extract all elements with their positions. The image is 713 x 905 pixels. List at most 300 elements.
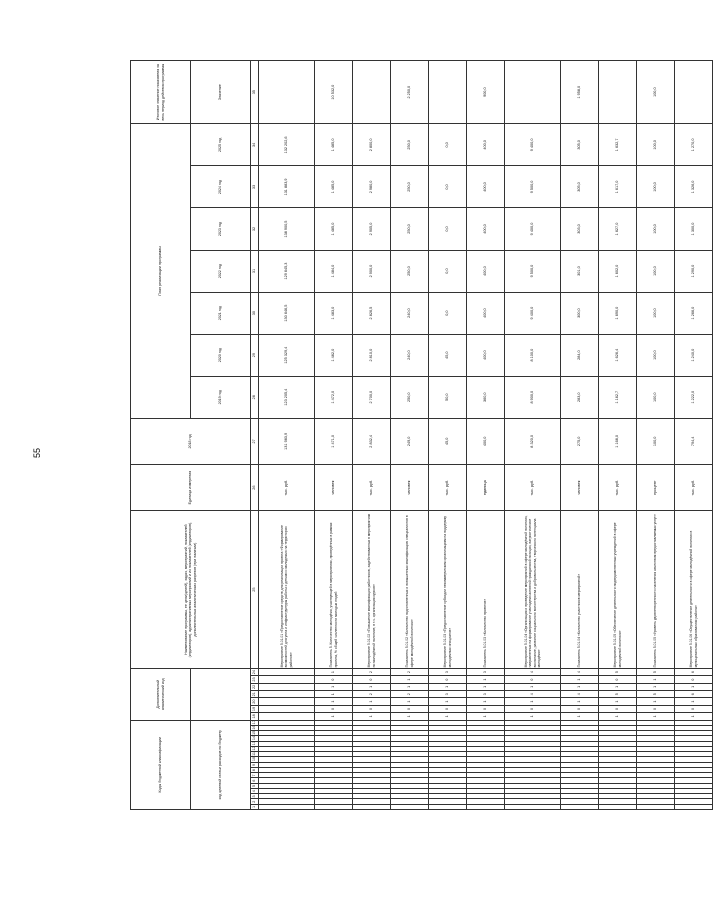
code-cell: 4: [505, 691, 561, 698]
code-cell: [675, 768, 713, 773]
row-plan-value: 100,0: [637, 376, 675, 418]
code-cell: 0: [315, 676, 353, 683]
code-cell: [353, 747, 391, 752]
code-cell: [561, 731, 599, 736]
column-number: 19: [251, 705, 259, 712]
code-cell: [675, 762, 713, 767]
code-cell: [637, 783, 675, 788]
code-cell: [429, 783, 467, 788]
row-plan-value: 2 800,0: [353, 124, 391, 166]
code-cell: [467, 736, 505, 741]
code-cell: [391, 747, 429, 752]
code-cell: 1: [429, 713, 467, 720]
column-number: 16: [251, 726, 259, 731]
code-cell: [505, 720, 561, 725]
row-plan-value: 0,0: [429, 208, 467, 250]
code-cell: 1: [505, 683, 561, 690]
column-number: 11: [251, 752, 259, 757]
header-plan-2022: 2022 год: [191, 250, 251, 292]
code-cell: 0: [429, 676, 467, 683]
code-cell: [259, 799, 315, 804]
code-cell: 1: [467, 713, 505, 720]
code-cell: 1: [675, 713, 713, 720]
code-cell: [429, 794, 467, 799]
code-cell: [353, 794, 391, 799]
code-cell: [315, 736, 353, 741]
code-cell: 2: [353, 668, 391, 675]
code-cell: [675, 804, 713, 809]
row-plan-value: 100,0: [637, 334, 675, 376]
code-cell: 0: [429, 705, 467, 712]
code-cell: [315, 726, 353, 731]
code-cell: [391, 757, 429, 762]
page-number: 55: [32, 447, 43, 459]
code-cell: [259, 778, 315, 783]
code-cell: [315, 783, 353, 788]
table-row: [561, 61, 599, 810]
code-cell: [505, 726, 561, 731]
header-budget-codes: Коды бюджетной классификации: [131, 720, 191, 809]
code-cell: [353, 720, 391, 725]
column-numbers-row: [251, 61, 259, 810]
row-plan-value: 100,0: [637, 250, 675, 292]
code-cell: [259, 794, 315, 799]
code-cell: 0: [675, 705, 713, 712]
code-cell: [429, 804, 467, 809]
table-body: [259, 61, 713, 810]
row-plan-value: 301,0: [561, 250, 599, 292]
row-name: Мероприятие 5.01.03 «Предоставление субсидии некоммерческим организациям на поддержку молодежных инициатив»: [429, 511, 467, 669]
code-cell: [391, 799, 429, 804]
code-cell: [637, 762, 675, 767]
row-plan-value: 100,0: [637, 124, 675, 166]
row-plan-value: 305,0: [561, 166, 599, 208]
code-cell: [467, 778, 505, 783]
column-number: 6: [251, 778, 259, 783]
code-cell: 2: [391, 668, 429, 675]
code-cell: [467, 741, 505, 746]
code-cell: [561, 741, 599, 746]
column-number: 29: [251, 334, 259, 376]
row-plan-value: 400,0: [467, 292, 505, 334]
code-cell: [259, 741, 315, 746]
code-cell: [505, 804, 561, 809]
row-plan-value: 1 485,0: [315, 124, 353, 166]
code-cell: 1: [599, 698, 637, 705]
code-cell: [391, 726, 429, 731]
code-cell: [353, 741, 391, 746]
row-plan-value: 2 900,0: [353, 250, 391, 292]
row-plan-value: 1 290,0: [675, 250, 713, 292]
code-cell: [391, 804, 429, 809]
row-plan-value: 8 900,0: [505, 376, 561, 418]
code-cell: [391, 768, 429, 773]
code-cell: [675, 799, 713, 804]
code-cell: [675, 747, 713, 752]
column-number: 10: [251, 757, 259, 762]
code-cell: [467, 773, 505, 778]
column-number: 1: [251, 804, 259, 809]
code-cell: [259, 720, 315, 725]
code-cell: [561, 720, 599, 725]
table-row: [505, 61, 561, 810]
code-cell: [637, 768, 675, 773]
table-row: [675, 61, 713, 810]
column-number: 22: [251, 683, 259, 690]
row-final-value: [259, 61, 315, 124]
code-cell: [391, 773, 429, 778]
code-cell: 1: [561, 683, 599, 690]
code-cell: [637, 726, 675, 731]
row-unit: единица: [467, 464, 505, 510]
code-cell: 0: [391, 705, 429, 712]
code-cell: 1: [467, 683, 505, 690]
code-cell: [505, 747, 561, 752]
header-final-value: Значение: [191, 61, 251, 124]
code-cell: [391, 789, 429, 794]
row-plan-value: 1 266,0: [675, 292, 713, 334]
code-cell: [353, 789, 391, 794]
code-cell: [561, 768, 599, 773]
column-number: 31: [251, 250, 259, 292]
code-cell: [391, 731, 429, 736]
column-number: 17: [251, 720, 259, 725]
code-cell: [505, 757, 561, 762]
code-cell: 1: [315, 683, 353, 690]
row-plan-value: 1 240,0: [675, 334, 713, 376]
code-cell: [259, 752, 315, 757]
column-number: 34: [251, 124, 259, 166]
code-cell: 0: [505, 676, 561, 683]
code-cell: [561, 778, 599, 783]
code-cell: [505, 794, 561, 799]
code-cell: 1: [391, 683, 429, 690]
column-number: 35: [251, 61, 259, 124]
code-cell: [505, 799, 561, 804]
code-cell: [599, 747, 637, 752]
column-number: 2: [251, 799, 259, 804]
code-cell: [561, 752, 599, 757]
code-cell: [505, 762, 561, 767]
code-cell: [315, 789, 353, 794]
header-additional-sub: [191, 668, 251, 720]
code-cell: [353, 726, 391, 731]
row-name: Мероприятие 5.01.05 «Обеспечение деятельности подведомственных учреждений в сфере молодежной политики»: [599, 511, 637, 669]
row-unit: тыс. руб.: [429, 464, 467, 510]
code-cell: [505, 778, 561, 783]
code-cell: 1: [505, 698, 561, 705]
header-plan: План реализации программы: [131, 124, 191, 418]
code-cell: [599, 736, 637, 741]
code-cell: 0: [599, 705, 637, 712]
row-plan-value: 9 400,0: [505, 124, 561, 166]
header-plan-2024: 2024 год: [191, 166, 251, 208]
code-cell: [599, 768, 637, 773]
row-plan-value: 250,0: [391, 124, 429, 166]
code-cell: [429, 731, 467, 736]
row-name: Показатель 5. Количество молодёжи, участвующей в мероприятиях, проведённых в рамках проекта, % общей численности молодых людей: [315, 511, 353, 669]
code-cell: [637, 789, 675, 794]
row-base-value: 249,0: [391, 418, 429, 464]
code-cell: 4: [505, 668, 561, 675]
row-name: Показатель 5.01.02 «Количество подготовленных и повышенных квалификацию специалистов в сфере молодёжной политики»: [391, 511, 429, 669]
code-cell: [315, 799, 353, 804]
code-cell: 2: [391, 691, 429, 698]
code-cell: [505, 752, 561, 757]
code-cell: 0: [315, 705, 353, 712]
row-name: Показатель 5.01.03 «Количество проектов»: [467, 511, 505, 669]
row-unit: тыс. руб.: [259, 464, 315, 510]
code-cell: [599, 778, 637, 783]
code-cell: [505, 731, 561, 736]
code-cell: 3: [429, 691, 467, 698]
code-cell: 5: [637, 668, 675, 675]
code-cell: 0: [675, 676, 713, 683]
code-cell: [429, 768, 467, 773]
code-cell: [353, 778, 391, 783]
code-cell: 4: [561, 691, 599, 698]
row-final-value: [675, 61, 713, 124]
code-cell: [505, 773, 561, 778]
row-name: Показатель 5.01.04 «Количество участников мероприятий»: [561, 511, 599, 669]
row-plan-value: 123 205,4: [259, 376, 315, 418]
row-plan-value: 130 646,5: [259, 292, 315, 334]
row-plan-value: 0,0: [429, 292, 467, 334]
code-cell: 1: [315, 691, 353, 698]
column-number: 13: [251, 741, 259, 746]
code-cell: [315, 752, 353, 757]
table-row: [637, 61, 675, 810]
code-cell: [315, 768, 353, 773]
header-plan-2019: 2019 год: [191, 376, 251, 418]
program-table: [130, 60, 713, 810]
row-plan-value: 125 329,4: [259, 334, 315, 376]
code-cell: [637, 736, 675, 741]
code-cell: [315, 741, 353, 746]
row-name: Мероприятие 5.01.04 «Организация и проведение мероприятий в сфере молодёжной политики, направленных на формирование у молодежи активной гражданской позиции, патриотическое воспитание, развитие социального волонтерства и добровольчества, творческого потенциала молодёжи»: [505, 511, 561, 669]
code-cell: [391, 736, 429, 741]
row-plan-value: 400,0: [467, 334, 505, 376]
code-cell: [599, 762, 637, 767]
row-unit: тыс. руб.: [505, 464, 561, 510]
row-plan-value: 0,0: [429, 250, 467, 292]
code-cell: [429, 752, 467, 757]
code-cell: 0: [561, 705, 599, 712]
column-number: 4: [251, 789, 259, 794]
code-cell: [599, 794, 637, 799]
header-final: Итоговое значение показателя за весь период действия программы: [131, 61, 191, 124]
row-plan-value: 400,0: [467, 124, 505, 166]
code-cell: [315, 757, 353, 762]
column-number: 8: [251, 768, 259, 773]
table-row: [353, 61, 391, 810]
column-number: 15: [251, 731, 259, 736]
code-cell: [561, 747, 599, 752]
code-cell: 1: [315, 698, 353, 705]
code-cell: 1: [467, 698, 505, 705]
column-number: 30: [251, 292, 259, 334]
code-cell: 0: [353, 676, 391, 683]
row-plan-value: 0,0: [429, 166, 467, 208]
code-cell: [391, 741, 429, 746]
code-cell: [675, 783, 713, 788]
code-cell: [259, 731, 315, 736]
row-plan-value: 138 900,5: [259, 208, 315, 250]
row-plan-value: 100,0: [637, 292, 675, 334]
code-cell: [599, 789, 637, 794]
column-number: 14: [251, 736, 259, 741]
row-base-value: 45,0: [429, 418, 467, 464]
code-cell: [315, 773, 353, 778]
code-cell: [467, 783, 505, 788]
header-additional-code: Дополнительный аналитический код: [131, 668, 191, 720]
code-cell: [561, 726, 599, 731]
code-cell: [675, 773, 713, 778]
column-number: 9: [251, 762, 259, 767]
row-plan-value: 400,0: [467, 166, 505, 208]
code-cell: [561, 789, 599, 794]
row-base-value: 275,0: [561, 418, 599, 464]
row-final-value: [505, 61, 561, 124]
row-unit: процент: [637, 464, 675, 510]
code-cell: 1: [561, 713, 599, 720]
code-cell: [599, 752, 637, 757]
code-cell: [429, 773, 467, 778]
code-cell: [505, 741, 561, 746]
code-cell: 0: [599, 676, 637, 683]
row-plan-value: 250,0: [391, 376, 429, 418]
row-unit: тыс. руб.: [353, 464, 391, 510]
row-base-value: 1 471,0: [315, 418, 353, 464]
code-cell: [391, 794, 429, 799]
code-cell: [429, 778, 467, 783]
code-cell: 1: [561, 676, 599, 683]
code-cell: [259, 757, 315, 762]
column-number: 27: [251, 418, 259, 464]
code-cell: [637, 731, 675, 736]
code-cell: [675, 726, 713, 731]
code-cell: 5: [599, 668, 637, 675]
code-cell: [391, 762, 429, 767]
row-final-value: 100,0: [637, 61, 675, 124]
code-cell: [315, 731, 353, 736]
code-cell: 1: [637, 683, 675, 690]
code-cell: [391, 778, 429, 783]
code-cell: [467, 731, 505, 736]
row-plan-value: 1 300,0: [675, 208, 713, 250]
header-plan-2025: 2025 год: [191, 124, 251, 166]
code-cell: [561, 804, 599, 809]
row-name: Показатель 5.01.05 «Уровень удовлетворенности населения качеством предоставляемых услуг»: [637, 511, 675, 669]
code-cell: [353, 762, 391, 767]
header-plan-2023: 2023 год: [191, 208, 251, 250]
code-cell: 3: [467, 668, 505, 675]
row-final-value: 1 958,0: [561, 61, 599, 124]
code-cell: [259, 789, 315, 794]
code-cell: [259, 705, 315, 712]
code-cell: [637, 799, 675, 804]
code-cell: 4: [561, 668, 599, 675]
code-cell: [429, 789, 467, 794]
code-cell: [675, 736, 713, 741]
row-final-value: [429, 61, 467, 124]
code-cell: [561, 757, 599, 762]
code-cell: 2: [353, 691, 391, 698]
row-plan-value: 305,0: [561, 124, 599, 166]
code-cell: [353, 768, 391, 773]
code-cell: [599, 741, 637, 746]
row-plan-value: 1 632,7: [599, 124, 637, 166]
code-cell: [561, 799, 599, 804]
code-cell: 0: [467, 705, 505, 712]
code-cell: [315, 747, 353, 752]
code-cell: [467, 757, 505, 762]
code-cell: [467, 752, 505, 757]
code-cell: [259, 736, 315, 741]
code-cell: [259, 726, 315, 731]
code-cell: 1: [429, 683, 467, 690]
row-plan-value: 250,0: [391, 250, 429, 292]
row-plan-value: 360,0: [467, 376, 505, 418]
code-cell: [259, 768, 315, 773]
column-number: 20: [251, 698, 259, 705]
table-row: [391, 61, 429, 810]
row-base-value: 794,4: [675, 418, 713, 464]
code-cell: [467, 789, 505, 794]
row-plan-value: 50,0: [429, 376, 467, 418]
row-plan-value: 1 482,0: [315, 334, 353, 376]
row-plan-value: 1 627,0: [599, 208, 637, 250]
row-plan-value: 1 472,0: [315, 376, 353, 418]
row-plan-value: 132 202,6: [259, 124, 315, 166]
code-cell: [429, 726, 467, 731]
code-cell: [259, 747, 315, 752]
code-cell: [675, 789, 713, 794]
column-number: 33: [251, 166, 259, 208]
row-plan-value: 2 810,0: [353, 334, 391, 376]
row-plan-value: 240,0: [391, 334, 429, 376]
code-cell: 0: [353, 705, 391, 712]
code-cell: [637, 747, 675, 752]
column-number: 25: [251, 511, 259, 669]
code-cell: [675, 741, 713, 746]
row-unit: человек: [561, 464, 599, 510]
row-plan-value: 9 500,0: [505, 166, 561, 208]
code-cell: [315, 804, 353, 809]
row-plan-value: 2 700,0: [353, 376, 391, 418]
code-cell: [429, 762, 467, 767]
row-plan-value: 45,0: [429, 334, 467, 376]
code-cell: [505, 736, 561, 741]
header-base-year: 2018 год: [131, 418, 251, 464]
row-plan-value: 100,0: [637, 166, 675, 208]
code-cell: [467, 804, 505, 809]
code-cell: [259, 783, 315, 788]
code-cell: [505, 783, 561, 788]
code-cell: [353, 736, 391, 741]
row-plan-value: 9 500,0: [505, 250, 561, 292]
code-cell: [259, 691, 315, 698]
row-plan-value: 400,0: [467, 208, 505, 250]
code-cell: 1: [353, 713, 391, 720]
column-number: 32: [251, 208, 259, 250]
row-plan-value: 0,0: [429, 124, 467, 166]
row-plan-value: 1 485,0: [315, 166, 353, 208]
code-cell: [561, 736, 599, 741]
header-unit: Единица измерения: [131, 464, 251, 510]
row-plan-value: 300,0: [561, 292, 599, 334]
code-cell: [391, 752, 429, 757]
